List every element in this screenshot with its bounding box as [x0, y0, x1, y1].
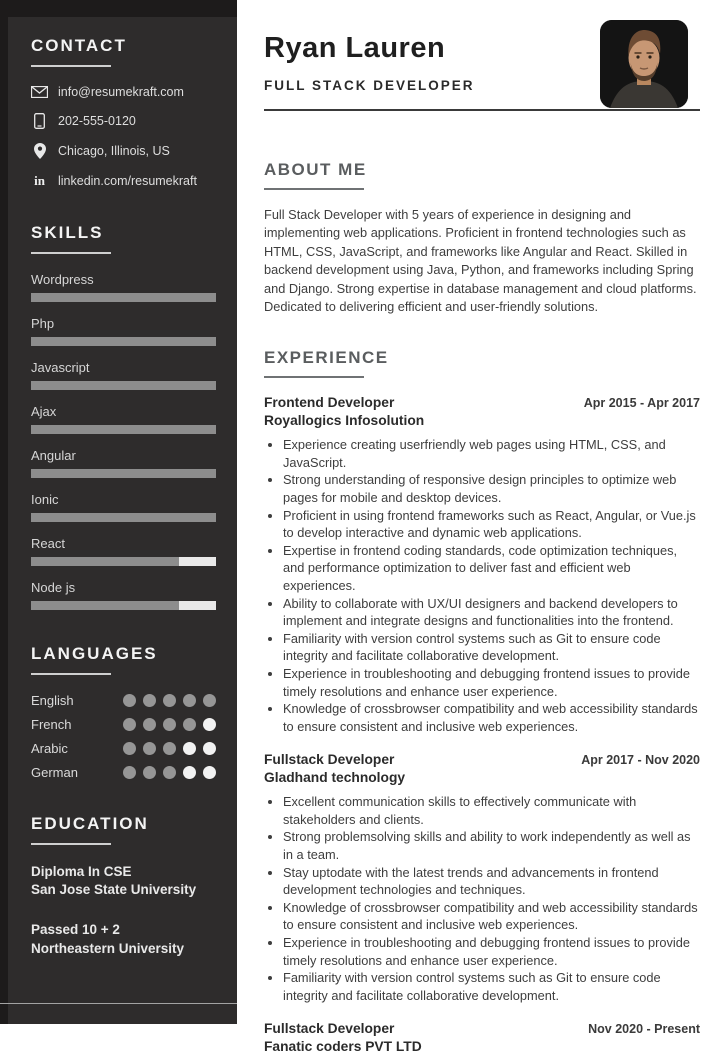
- skill-row: [31, 316, 216, 346]
- contact-item-linkedin[interactable]: [31, 173, 216, 189]
- skill-name: Angular: [31, 448, 76, 463]
- language-row: [31, 693, 216, 708]
- language-level-dots: [123, 718, 216, 731]
- job-header: [264, 1020, 700, 1056]
- contact-heading-rule: [31, 65, 111, 67]
- education-section: [31, 814, 216, 958]
- language-name: Arabic: [31, 741, 68, 756]
- language-row: [31, 717, 216, 732]
- language-row: [31, 765, 216, 780]
- job-dates: Apr 2017 - Nov 2020: [581, 753, 700, 768]
- language-name: English: [31, 693, 74, 708]
- job-bullet: • Knowledge of crossbrowser compatibility and web accessibility standards to ensure consistent and inclusive web experiences.: [283, 700, 700, 735]
- education-entry: [31, 863, 216, 899]
- skill-name: Javascript: [31, 360, 90, 375]
- experience-heading-rule: [264, 376, 364, 378]
- education-entry: [31, 921, 216, 957]
- education-school: San Jose State University: [31, 882, 197, 898]
- skill-row: [31, 536, 216, 566]
- job-header: [264, 394, 700, 430]
- job-bullet: • Excellent communication skills to effectively communicate with stakeholders and clients.: [283, 793, 700, 828]
- level-dot-filled: [203, 694, 216, 707]
- contact-email-text: info@resumekraft.com: [58, 85, 184, 99]
- language-level-dots: [123, 766, 216, 779]
- job-entry: [264, 394, 700, 735]
- contact-item-email[interactable]: [31, 85, 216, 99]
- level-dot-empty: [183, 766, 196, 779]
- job-dates: Nov 2020 - Present: [588, 1022, 700, 1037]
- experience-section: [264, 348, 700, 1056]
- job-bullet: • Expertise in frontend coding standards, code optimization techniques, and performance optimization to deliver fast and efficient web experiences.: [283, 542, 700, 595]
- job-title: Frontend Developer: [264, 395, 395, 411]
- level-dot-filled: [143, 742, 156, 755]
- skill-name: Wordpress: [31, 272, 94, 287]
- level-dot-empty: [183, 742, 196, 755]
- job-bullet: • Ability to collaborate with UX/UI designers and backend developers to implement and integrate designs and functionalities into the frontend.: [283, 595, 700, 630]
- about-heading-rule: [264, 188, 364, 190]
- level-dot-filled: [163, 718, 176, 731]
- level-dot-filled: [183, 718, 196, 731]
- education-degree: Passed 10 + 2: [31, 922, 120, 938]
- skill-bar-track: [31, 557, 216, 566]
- level-dot-filled: [123, 766, 136, 779]
- skill-name: Node js: [31, 580, 76, 595]
- jobs-list: [264, 394, 700, 1056]
- about-text: Full Stack Developer with 5 years of experience in designing and implementing web applications. Proficient in frontend technologies such as HTML, CSS, JavaScript, and frameworks like Angular and React. Skilled in backend development using Java, Python, and frameworks including Spring and Django. Strong expertise in database management and cloud platforms. Dedicated to delivering efficient and user-friendly solutions.: [264, 207, 697, 315]
- about-section: [264, 160, 700, 316]
- education-degree: Diploma In CSE: [31, 864, 132, 879]
- skills-heading: SKILLS: [31, 223, 104, 242]
- email-icon: [31, 86, 48, 98]
- education-school: Northeastern University: [31, 940, 185, 956]
- skill-bar-fill: [31, 293, 216, 302]
- skills-heading-rule: [31, 252, 111, 254]
- person-job-title: FULL STACK DEVELOPER: [264, 78, 475, 93]
- level-dot-filled: [143, 694, 156, 707]
- experience-heading: EXPERIENCE: [264, 348, 389, 368]
- job-bullet: • Familiarity with version control systems such as Git to ensure code integrity and facilitate collaborative development.: [283, 969, 700, 1004]
- language-level-dots: [123, 742, 216, 755]
- language-row: [31, 741, 216, 756]
- education-heading: EDUCATION: [31, 814, 149, 833]
- job-bullet: • Experience creating userfriendly web pages using HTML, CSS, and JavaScript.: [283, 436, 700, 471]
- skill-bar-fill: [31, 337, 216, 346]
- skill-bar-fill: [31, 425, 216, 434]
- about-heading: ABOUT ME: [264, 160, 367, 179]
- contact-item-phone: [31, 113, 216, 129]
- skill-bar-track: [31, 601, 216, 610]
- level-dot-empty: [203, 766, 216, 779]
- job-title: Fullstack Developer: [264, 1021, 395, 1037]
- skill-bar-track: [31, 513, 216, 522]
- skills-section: [31, 223, 216, 610]
- contact-section: [31, 36, 216, 189]
- header-divider: [264, 109, 700, 111]
- level-dot-filled: [163, 742, 176, 755]
- contact-item-location: [31, 143, 216, 159]
- level-dot-filled: [123, 742, 136, 755]
- contact-location-text: Chicago, Illinois, US: [58, 144, 170, 158]
- skill-bar-track: [31, 337, 216, 346]
- language-level-dots: [123, 694, 216, 707]
- job-bullet: • Strong understanding of responsive design principles to optimize web pages for mobile and desktop devices.: [283, 471, 700, 506]
- skill-row: [31, 272, 216, 302]
- sidebar-top-strip: [0, 0, 237, 17]
- languages-heading: LANGUAGES: [31, 644, 158, 663]
- level-dot-empty: [203, 718, 216, 731]
- skill-row: [31, 492, 216, 522]
- job-bullet: • Stay uptodate with the latest trends and advancements in frontend development technologies and techniques.: [283, 864, 700, 899]
- level-dot-filled: [123, 718, 136, 731]
- skill-bar-fill: [31, 513, 216, 522]
- level-dot-filled: [143, 718, 156, 731]
- level-dot-empty: [203, 742, 216, 755]
- job-title: Fullstack Developer: [264, 752, 395, 768]
- job-bullet-list: [264, 436, 700, 735]
- job-title-block: [264, 394, 424, 430]
- phone-icon: [31, 113, 48, 129]
- job-bullet: • Experience in troubleshooting and debugging frontend issues to provide timely resolutions and enhance user experience.: [283, 665, 700, 700]
- job-entry: [264, 751, 700, 1004]
- job-dates: Apr 2015 - Apr 2017: [583, 396, 700, 411]
- job-company: Royallogics Infosolution: [264, 413, 425, 429]
- linkedin-icon: in: [34, 173, 45, 188]
- person-name: Ryan Lauren: [264, 32, 446, 64]
- level-dot-filled: [143, 766, 156, 779]
- education-heading-rule: [31, 843, 111, 845]
- job-company: Gladhand technology: [264, 770, 406, 786]
- language-name: French: [31, 717, 72, 732]
- skill-name: Ajax: [31, 404, 57, 419]
- job-bullet: • Knowledge of crossbrowser compatibility and web accessibility standards to ensure consistent and inclusive web experiences.: [283, 899, 700, 934]
- skill-bar-track: [31, 425, 216, 434]
- skill-name: Php: [31, 316, 55, 331]
- job-bullet: • Familiarity with version control systems such as Git to ensure code integrity and facilitate collaborative development.: [283, 630, 700, 665]
- languages-section: [31, 644, 216, 780]
- skills-list: [31, 272, 216, 610]
- skill-bar-track: [31, 293, 216, 302]
- contact-heading: CONTACT: [31, 36, 127, 55]
- level-dot-filled: [123, 694, 136, 707]
- skill-bar-fill: [31, 381, 216, 390]
- skill-row: [31, 360, 216, 390]
- skill-row: [31, 580, 216, 610]
- skill-bar-fill: [31, 601, 179, 610]
- languages-list: [31, 693, 216, 780]
- job-bullet-list: [264, 793, 700, 1004]
- main-column: [237, 0, 723, 1055]
- page-break-line: [0, 1003, 237, 1004]
- skill-row: [31, 448, 216, 478]
- sidebar-left-strip: [0, 0, 8, 1024]
- skill-bar-track: [31, 381, 216, 390]
- job-entry: [264, 1020, 700, 1056]
- job-bullet: • Proficient in using frontend frameworks such as React, Angular, or Vue.js to develop interactive and dynamic web applications.: [283, 507, 700, 542]
- resume-header: [264, 32, 700, 128]
- skill-bar-fill: [31, 557, 179, 566]
- skill-bar-track: [31, 469, 216, 478]
- skill-bar-fill: [31, 469, 216, 478]
- job-title-block: [264, 1020, 422, 1056]
- contact-phone-text: 202-555-0120: [58, 114, 136, 128]
- languages-heading-rule: [31, 673, 111, 675]
- skill-name: React: [31, 536, 65, 551]
- contact-linkedin-text: linkedin.com/resumekraft: [58, 174, 197, 188]
- sidebar: [0, 0, 237, 1024]
- location-pin-icon: [31, 143, 48, 159]
- language-name: German: [31, 765, 78, 780]
- skill-name: Ionic: [31, 492, 59, 507]
- job-company: Fanatic coders PVT LTD: [264, 1039, 422, 1055]
- job-title-block: [264, 751, 405, 787]
- skill-row: [31, 404, 216, 434]
- profile-photo: [600, 20, 688, 108]
- job-bullet: • Strong problemsolving skills and ability to work independently as well as in a team.: [283, 828, 700, 863]
- level-dot-filled: [183, 694, 196, 707]
- job-bullet: • Experience in troubleshooting and debugging frontend issues to provide timely resolutions and enhance user experience.: [283, 934, 700, 969]
- level-dot-filled: [163, 694, 176, 707]
- level-dot-filled: [163, 766, 176, 779]
- job-header: [264, 751, 700, 787]
